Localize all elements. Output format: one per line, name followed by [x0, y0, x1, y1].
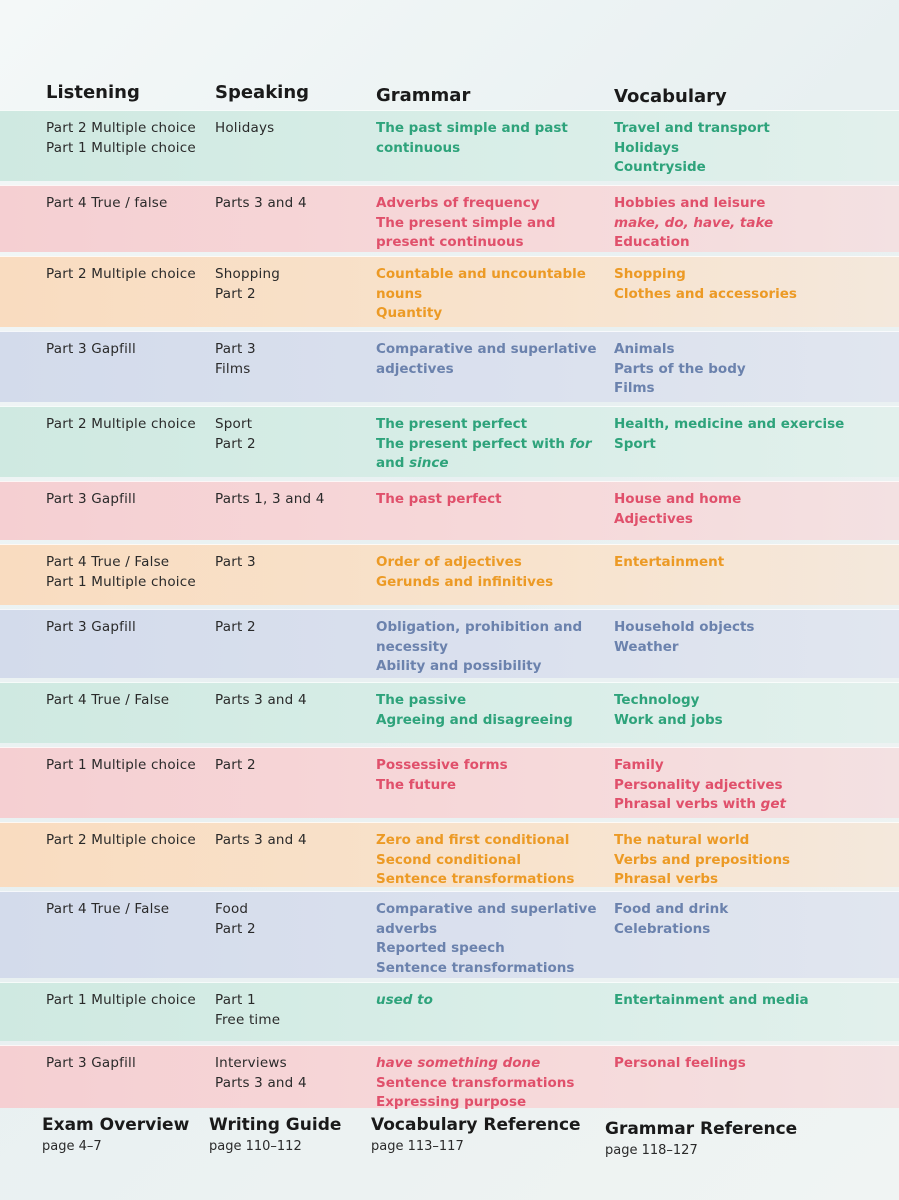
grammar-item: Reported speech — [376, 940, 505, 956]
footer-page: page 118–127 — [605, 1143, 698, 1158]
unit-row — [0, 331, 899, 402]
vocabulary-item: House and home — [614, 491, 742, 507]
grammar-item: The present perfect — [376, 416, 528, 432]
grammar-item: Gerunds and infinitives — [376, 573, 554, 590]
speaking-cell — [215, 618, 365, 638]
grammar-cell — [376, 691, 606, 730]
vocabulary-item: Phrasal verbs — [614, 871, 719, 887]
grammar-item: Sentence transformations — [376, 871, 575, 887]
vocabulary-cell — [614, 691, 884, 730]
vocabulary-cell — [614, 340, 884, 399]
vocabulary-cell — [614, 831, 884, 890]
vocabulary-cell — [614, 194, 884, 253]
footer-title: Exam Overview — [42, 1115, 190, 1135]
speaking-cell — [215, 553, 365, 573]
speaking-cell — [215, 194, 365, 214]
listening-item: Part 2 Multiple choice — [46, 120, 196, 136]
grammar-cell — [376, 490, 606, 510]
listening-item: Part 1 Multiple choice — [46, 757, 196, 773]
vocabulary-item: Verbs and prepositions — [614, 851, 791, 868]
vocabulary-cell — [614, 618, 884, 657]
listening-item: Part 2 Multiple choice — [46, 266, 196, 282]
listening-item: Part 1 Multiple choice — [46, 992, 196, 1008]
speaking-item: Part 3 — [215, 554, 256, 570]
vocabulary-item: Travel and transport — [614, 120, 770, 136]
vocabulary-item: Films — [614, 380, 655, 396]
grammar-cell — [376, 194, 606, 253]
listening-cell — [46, 415, 211, 435]
listening-item: Part 4 True / false — [46, 195, 168, 211]
footer-page: page 113–117 — [371, 1139, 464, 1154]
speaking-item: Parts 1, 3 and 4 — [215, 491, 325, 507]
listening-cell — [46, 553, 211, 592]
speaking-cell — [215, 831, 365, 851]
emphasis-word: get — [760, 796, 786, 812]
grammar-item: Second conditional — [376, 851, 522, 868]
grammar-item: Agreeing and disagreeing — [376, 711, 573, 728]
listening-item: Part 4 True / False — [46, 554, 170, 570]
speaking-item: Sport — [215, 416, 253, 432]
speaking-cell — [215, 265, 365, 304]
speaking-item: Parts 3 and 4 — [215, 1074, 307, 1091]
vocabulary-item: Holidays — [614, 139, 680, 156]
grammar-item: Possessive forms — [376, 757, 508, 773]
speaking-cell — [215, 340, 365, 379]
unit-row — [0, 747, 899, 818]
vocabulary-cell — [614, 1054, 884, 1074]
speaking-item: Films — [215, 360, 251, 377]
grammar-cell — [376, 340, 606, 379]
grammar-item: Expressing purpose — [376, 1094, 527, 1110]
footer-page: page 110–112 — [209, 1139, 302, 1154]
header-vocabulary: Vocabulary — [614, 86, 727, 107]
speaking-item: Part 2 — [215, 757, 256, 773]
emphasis-word: for — [569, 435, 592, 452]
listening-cell — [46, 1054, 211, 1074]
unit-row — [0, 110, 899, 181]
vocabulary-item: Household objects — [614, 619, 755, 635]
vocabulary-item: Shopping — [614, 266, 686, 282]
vocabulary-item: Work and jobs — [614, 711, 723, 728]
grammar-item: The present perfect with for and since — [376, 435, 592, 471]
header-speaking: Speaking — [215, 82, 310, 103]
speaking-item: Shopping — [215, 266, 280, 282]
grammar-item: have something done — [376, 1055, 541, 1071]
unit-row — [0, 185, 899, 252]
footer-grammar-reference[interactable] — [605, 1119, 797, 1158]
column-header-row — [0, 82, 899, 112]
grammar-item: used to — [376, 992, 433, 1008]
vocabulary-item: Entertainment — [614, 554, 725, 570]
grammar-cell — [376, 415, 606, 474]
unit-row — [0, 682, 899, 743]
listening-item: Part 1 Multiple choice — [46, 139, 196, 156]
vocabulary-item: Animals — [614, 341, 675, 357]
listening-cell — [46, 756, 211, 776]
vocabulary-cell — [614, 991, 884, 1011]
listening-cell — [46, 900, 211, 920]
grammar-item: The past perfect — [376, 491, 502, 507]
speaking-item: Interviews — [215, 1055, 287, 1071]
vocabulary-cell — [614, 265, 884, 304]
grammar-item: Sentence transformations — [376, 1074, 575, 1091]
listening-cell — [46, 194, 211, 214]
speaking-item: Parts 3 and 4 — [215, 832, 307, 848]
grammar-cell — [376, 1054, 606, 1113]
vocabulary-item: make, do, have, take — [614, 214, 774, 231]
unit-row — [0, 822, 899, 887]
grammar-item: Order of adjectives — [376, 554, 522, 570]
unit-row — [0, 609, 899, 678]
vocabulary-item: The natural world — [614, 832, 750, 848]
footer-title: Writing Guide — [209, 1115, 342, 1135]
listening-cell — [46, 490, 211, 510]
vocabulary-cell — [614, 119, 884, 178]
vocabulary-item: Hobbies and leisure — [614, 195, 766, 211]
grammar-item: The future — [376, 776, 457, 793]
listening-cell — [46, 831, 211, 851]
speaking-cell — [215, 415, 365, 454]
vocabulary-item: Health, medicine and exercise — [614, 416, 845, 432]
speaking-cell — [215, 991, 365, 1030]
listening-item: Part 4 True / False — [46, 692, 170, 708]
grammar-item: Zero and first conditional — [376, 832, 570, 848]
footer-title: Vocabulary Reference — [371, 1115, 581, 1135]
speaking-cell — [215, 1054, 365, 1093]
vocabulary-item: Celebrations — [614, 920, 711, 937]
vocabulary-item: Personality adjectives — [614, 776, 783, 793]
vocabulary-item: Food and drink — [614, 901, 729, 917]
speaking-item: Part 1 — [215, 992, 256, 1008]
unit-row — [0, 481, 899, 540]
listening-cell — [46, 618, 211, 638]
speaking-cell — [215, 490, 365, 510]
vocabulary-item: Clothes and accessories — [614, 285, 797, 302]
speaking-item: Free time — [215, 1011, 281, 1028]
emphasis-word: since — [409, 455, 449, 471]
vocabulary-item: Countryside — [614, 159, 706, 175]
reference-footer — [0, 1115, 899, 1185]
grammar-item: Countable and uncountable nouns — [376, 266, 586, 302]
listening-cell — [46, 691, 211, 711]
vocabulary-cell — [614, 490, 884, 529]
grammar-item: The present simple and present continuous — [376, 214, 556, 250]
footer-page: page 4–7 — [42, 1139, 102, 1154]
speaking-item: Holidays — [215, 120, 275, 136]
footer-writing-guide[interactable] — [209, 1115, 341, 1154]
unit-row — [0, 1045, 899, 1108]
listening-item: Part 2 Multiple choice — [46, 832, 196, 848]
grammar-item: The past simple and past continuous — [376, 120, 568, 156]
unit-row — [0, 891, 899, 978]
grammar-cell — [376, 900, 606, 978]
vocabulary-item: Personal feelings — [614, 1055, 746, 1071]
speaking-cell — [215, 900, 365, 939]
grammar-item: The passive — [376, 692, 467, 708]
listening-item: Part 1 Multiple choice — [46, 573, 196, 590]
listening-item: Part 3 Gapfill — [46, 491, 136, 507]
speaking-item: Part 3 — [215, 341, 256, 357]
header-grammar: Grammar — [376, 85, 471, 106]
grammar-cell — [376, 756, 606, 795]
grammar-cell — [376, 553, 606, 592]
speaking-item: Parts 3 and 4 — [215, 692, 307, 708]
vocabulary-cell — [614, 415, 884, 454]
listening-cell — [46, 265, 211, 285]
listening-item: Part 3 Gapfill — [46, 1055, 136, 1071]
listening-cell — [46, 340, 211, 360]
speaking-cell — [215, 119, 365, 139]
grammar-item: Sentence transformations — [376, 959, 575, 976]
grammar-item: Ability and possibility — [376, 658, 542, 674]
vocabulary-item: Sport — [614, 435, 656, 452]
speaking-item: Part 2 — [215, 920, 256, 937]
vocabulary-cell — [614, 553, 884, 573]
unit-row — [0, 544, 899, 605]
grammar-item: Quantity — [376, 305, 443, 321]
speaking-item: Part 2 — [215, 619, 256, 635]
grammar-cell — [376, 618, 606, 677]
grammar-cell — [376, 119, 606, 158]
speaking-cell — [215, 756, 365, 776]
footer-vocabulary-reference[interactable] — [371, 1115, 581, 1154]
footer-exam-overview[interactable] — [42, 1115, 189, 1154]
unit-rows — [0, 110, 899, 1112]
unit-row — [0, 406, 899, 477]
vocabulary-item: Education — [614, 234, 690, 250]
grammar-cell — [376, 991, 606, 1011]
listening-item: Part 3 Gapfill — [46, 619, 136, 635]
grammar-item: Obligation, prohibition and necessity — [376, 619, 583, 655]
listening-cell — [46, 119, 211, 158]
vocabulary-item: Entertainment and media — [614, 992, 809, 1008]
vocabulary-item: Phrasal verbs with get — [614, 796, 786, 812]
vocabulary-item: Weather — [614, 638, 679, 655]
speaking-item: Part 2 — [215, 285, 256, 302]
listening-item: Part 4 True / False — [46, 901, 170, 917]
vocabulary-item: Technology — [614, 692, 700, 708]
vocabulary-cell — [614, 756, 884, 815]
footer-title: Grammar Reference — [605, 1119, 798, 1139]
speaking-item: Part 2 — [215, 435, 256, 452]
header-listening: Listening — [46, 82, 140, 103]
grammar-item: Adverbs of frequency — [376, 195, 540, 211]
speaking-item: Parts 3 and 4 — [215, 195, 307, 211]
grammar-item: Comparative and superlative adverbs — [376, 901, 597, 937]
unit-row — [0, 256, 899, 327]
vocabulary-item: Family — [614, 757, 664, 773]
grammar-cell — [376, 265, 606, 324]
unit-row — [0, 982, 899, 1041]
grammar-cell — [376, 831, 606, 890]
vocabulary-cell — [614, 900, 884, 939]
vocabulary-item: Parts of the body — [614, 360, 746, 377]
vocabulary-item: Adjectives — [614, 510, 693, 527]
listening-item: Part 2 Multiple choice — [46, 416, 196, 432]
listening-cell — [46, 991, 211, 1011]
speaking-item: Food — [215, 901, 249, 917]
speaking-cell — [215, 691, 365, 711]
listening-item: Part 3 Gapfill — [46, 341, 136, 357]
grammar-item: Comparative and superlative adjectives — [376, 341, 597, 377]
